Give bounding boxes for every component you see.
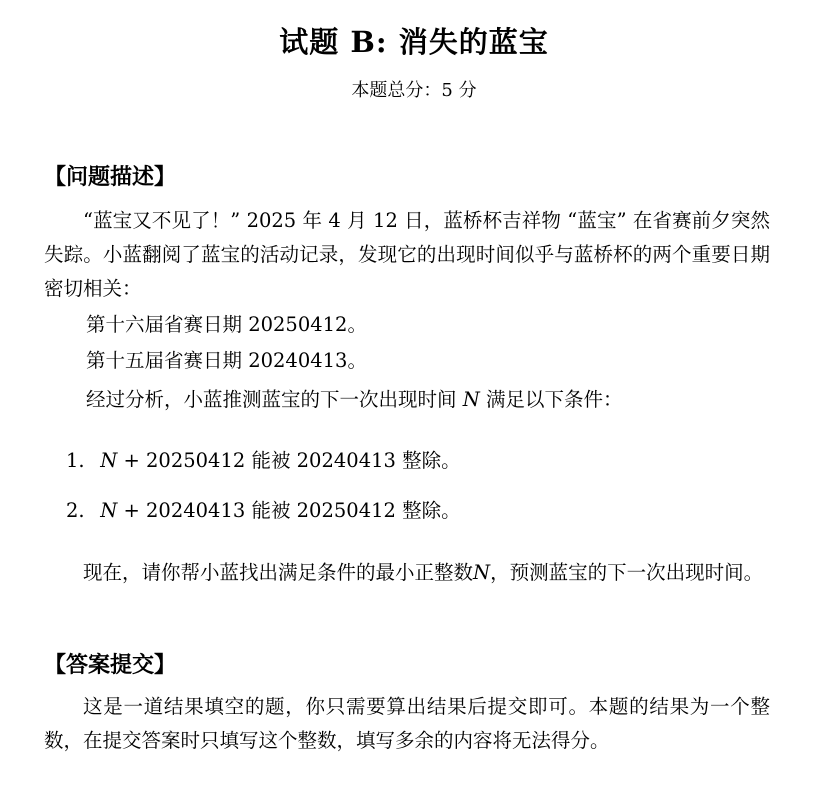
condition-variable: N: [100, 499, 118, 522]
date-line-15th: 第十五届省赛日期 20240413。: [86, 349, 367, 372]
date-line-16th: 第十六届省赛日期 20250412。: [86, 313, 367, 336]
answer-heading: 【答案提交】: [44, 652, 177, 678]
condition-item: [66, 444, 461, 478]
analysis-line: [86, 383, 623, 417]
description-heading: 【问题描述】: [44, 164, 177, 190]
problem-title: 试题 B: 消失的蓝宝: [279, 25, 549, 59]
condition-item: [66, 494, 461, 528]
condition-number: 1.: [66, 449, 85, 472]
final-prefix: 现在，请你帮小蓝找出满足条件的最小正整数: [83, 561, 474, 584]
analysis-prefix: 经过分析，小蓝推测蓝宝的下一次出现时间: [86, 388, 457, 411]
condition-variable: N: [100, 449, 118, 472]
description-paragraph: “蓝宝又不见了！” 2025 年 4 月 12 日，蓝桥杯吉祥物 “蓝宝” 在省赛前夕突然失踪。小蓝翻阅了蓝宝的活动记录，发现它的出现时间似乎与蓝桥杯的两个重要日期密切相关：: [44, 209, 770, 300]
condition-text: + 20240413 能被 20250412 整除。: [123, 499, 461, 522]
analysis-suffix: 满足以下条件：: [485, 388, 623, 411]
problem-score: 本题总分：5 分: [351, 80, 477, 101]
final-suffix: ，预测蓝宝的下一次出现时间。: [490, 561, 764, 584]
answer-paragraph: 这是一道结果填空的题，你只需要算出结果后提交即可。本题的结果为一个整数，在提交答案时只填写这个整数，填写多余的内容将无法得分。: [44, 695, 770, 752]
final-paragraph: [44, 556, 770, 590]
analysis-variable: N: [462, 388, 480, 411]
condition-text: + 20250412 能被 20240413 整除。: [123, 449, 461, 472]
condition-number: 2.: [66, 499, 85, 522]
final-variable: N: [473, 561, 491, 584]
